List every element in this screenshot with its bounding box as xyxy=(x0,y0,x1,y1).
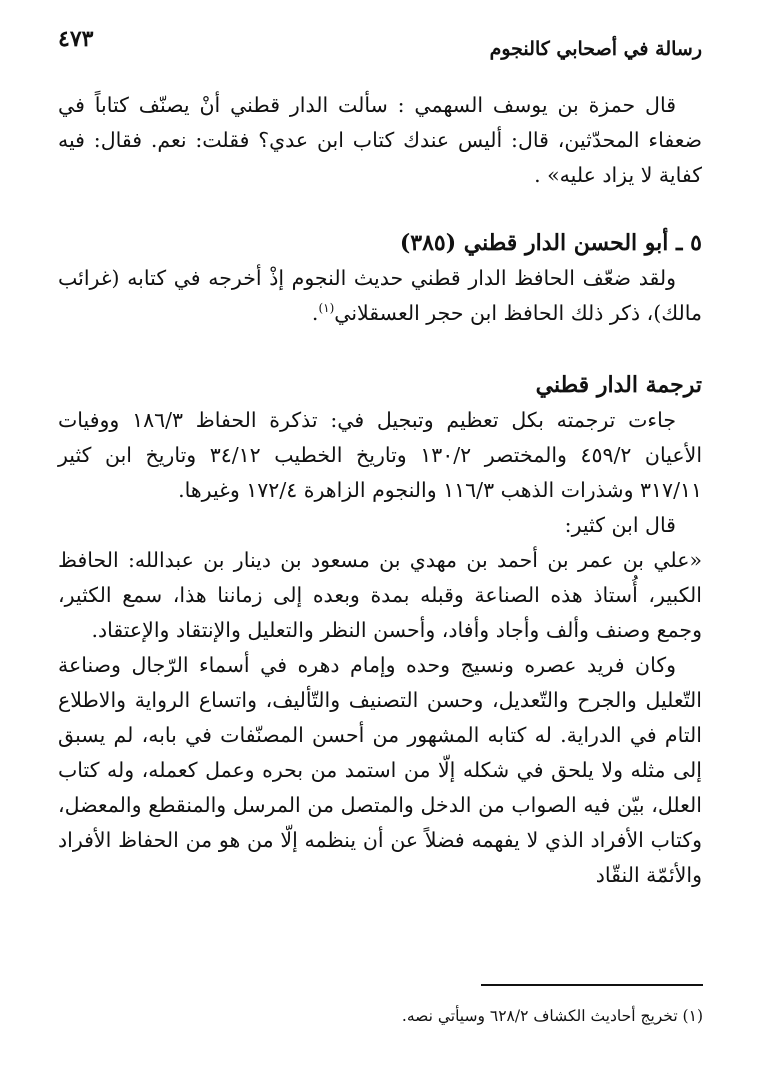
page-header xyxy=(58,22,702,64)
page-number: ٤٧٣ xyxy=(58,26,94,52)
book-page xyxy=(58,22,702,893)
section-heading-biography: ترجمة الدار قطني xyxy=(535,372,702,398)
paragraph-weakening-end: . xyxy=(311,301,319,325)
running-title: رسالة في أصحابي كالنجوم xyxy=(489,38,702,60)
paragraph-ibn-kathir-continued: وكان فريد عصره ونسيج وحده وإمام دهره في أسماء الرّجال وصناعة التّعليل والجرح والتّعديل، وحسن التصنيف والتّأليف، واتساع الرواية والاطلاع التام في الدراية. له كتابه المشهور من أحسن المصنّفات في بابه، لم يسبق إلى مثله ولا يلحق في شكله إلّا من استمد من بحره وعمل كعمله، وله كتاب العلل، بيّن فيه الصواب من الدخل والمتصل من المرسل والمنقطع والمعضل، وكتاب الأفراد الذي لا يفهمه فضلاً عن أن ينظمه إلّا من هو من الحفاظ الأفراد والأئمّة النقّاد xyxy=(58,653,702,887)
paragraph-sahmi-quote: قال حمزة بن يوسف السهمي : سألت الدار قطني أنْ يصنّف كتاباً في ضعفاء المحدّثين، قال: أليس عندك كتاب ابن عدي؟ فقلت: نعم. فقال: فيه كفاية لا يزاد عليه» . xyxy=(58,93,702,187)
section-heading-daraqutni: ٥ ـ أبو الحسن الدار قطني (٣٨٥) xyxy=(399,230,702,256)
paragraph-ibn-kathir-intro: قال ابن كثير: xyxy=(564,513,676,537)
paragraph-weakening-hadith xyxy=(58,261,702,331)
footnote-reference: (١) xyxy=(318,301,335,316)
paragraph-weakening-text: ولقد ضعّف الحافظ الدار قطني حديث النجوم إذْ أخرجه في كتابه (غرائب مالك)، ذكر ذلك الحافظ ابن حجر العسقلاني xyxy=(58,266,702,325)
paragraph-ibn-kathir-quote: «علي بن عمر بن أحمد بن مهدي بن مسعود بن دينار بن عبدالله: الحافظ الكبير، أُستاذ هذه الصناعة وقبله بمدة وبعده إلى زماننا هذا، سمع الكثير، وجمع وصنف وألف وأجاد وأفاد، وأحسن النظر والتعليل والإنتقاد والإعتقاد. xyxy=(58,548,702,642)
footnote-divider xyxy=(481,984,703,986)
paragraph-biography-sources: جاءت ترجمته بكل تعظيم وتبجيل في: تذكرة الحفاظ ١٨٦/٣ ووفيات الأعيان ٤٥٩/٢ والمختصر ١٣٠/٢ وتاريخ الخطيب ٣٤/١٢ وتاريخ ابن كثير ٣١٧/١١ وشذرات الذهب ١١٦/٣ والنجوم الزاهرة ١٧٢/٤ وغيرها. xyxy=(58,408,703,502)
footnote-1: (١) تخريج أحاديث الكشاف ٦٢٨/٢ وسيأتي نصه. xyxy=(401,1007,703,1025)
